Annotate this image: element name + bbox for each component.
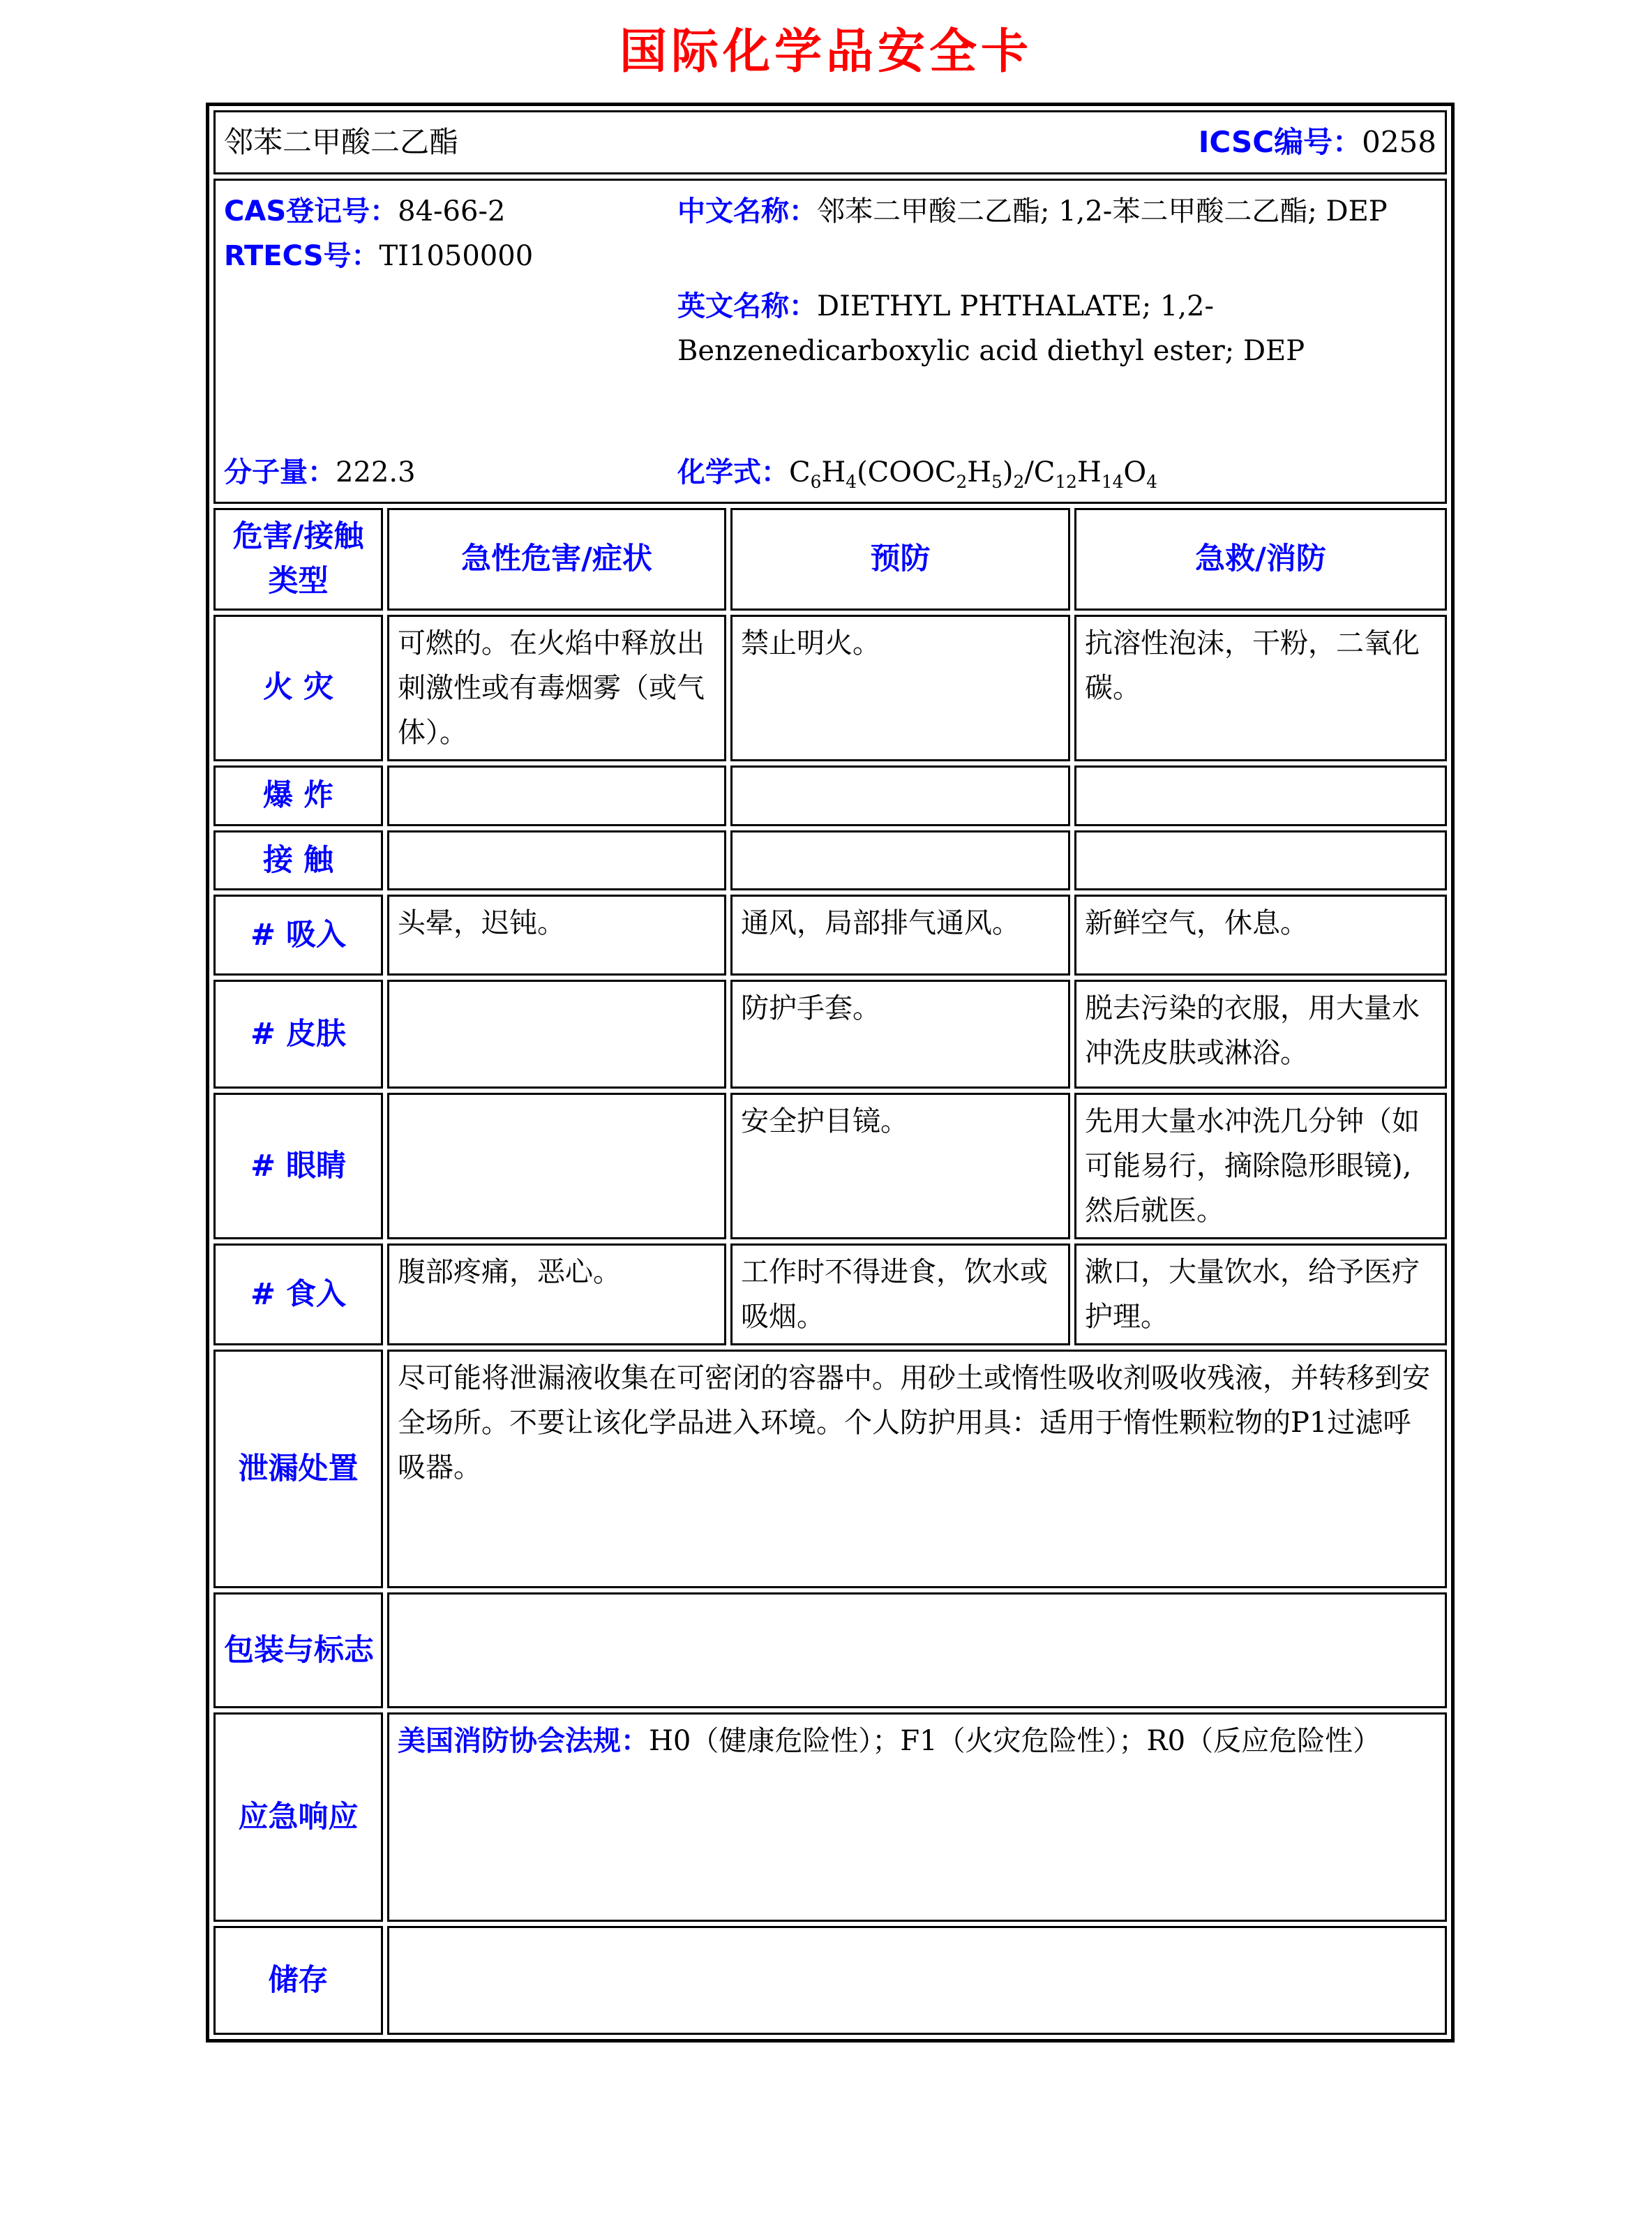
- explosion-symptoms: [387, 766, 726, 826]
- inhalation-prevention: 通风，局部排气通风。: [730, 895, 1070, 976]
- ingestion-prevention: 工作时不得进食，饮水或吸烟。: [730, 1244, 1070, 1345]
- rtecs-label: RTECS号：: [224, 239, 380, 272]
- inhalation-symptoms: 头晕，迟钝。: [387, 895, 726, 976]
- name-row: [213, 110, 1447, 174]
- skin-symptoms: [387, 980, 726, 1089]
- cas-line: [224, 189, 677, 234]
- eyes-label: # 眼睛: [213, 1093, 383, 1239]
- identity-cell: [213, 179, 1447, 504]
- contact-response: [1074, 830, 1447, 891]
- rtecs-line: [224, 234, 677, 278]
- identity-names-column: [677, 189, 1436, 495]
- icsc-number-label: ICSC编号：: [1198, 125, 1362, 160]
- nfpa-label: 美国消防协会法规：: [398, 1725, 649, 1758]
- spill-row: [213, 1350, 1447, 1588]
- formula-value: $C_6H_4(COOC_2H_5)_2/C_{12}H_{14}O_4$: [789, 456, 1157, 492]
- explosion-row: [213, 766, 1447, 826]
- header-symptoms: 急性危害/症状: [387, 508, 726, 611]
- header-response: 急救/消防: [1074, 508, 1447, 611]
- eyes-symptoms: [387, 1093, 726, 1239]
- chemical-name: 邻苯二甲酸二乙酯: [224, 125, 459, 160]
- cas-value: 84-66-2: [398, 195, 506, 227]
- emergency-label: 应急响应: [213, 1712, 383, 1922]
- explosion-response: [1074, 766, 1447, 826]
- eyes-row: [213, 1093, 1447, 1239]
- chinese-name-value: 邻苯二甲酸二乙酯; 1,2-苯二甲酸二乙酯; DEP: [817, 195, 1388, 227]
- storage-text: [387, 1926, 1447, 2035]
- rtecs-value: TI1050000: [379, 239, 534, 272]
- header-prevention: 预防: [730, 508, 1070, 611]
- inhalation-row: [213, 895, 1447, 976]
- eyes-response: 先用大量水冲洗几分钟（如可能易行，摘除隐形眼镜), 然后就医。: [1074, 1093, 1447, 1239]
- chinese-name-line: [677, 189, 1436, 234]
- fire-symptoms: 可燃的。在火焰中释放出刺激性或有毒烟雾（或气体）。: [387, 615, 726, 761]
- icsc-card-table: [206, 103, 1455, 2043]
- identity-ids-column: [224, 189, 677, 495]
- chinese-name-label: 中文名称：: [677, 195, 817, 227]
- icsc-number-value: 0258: [1362, 125, 1436, 160]
- eyes-prevention: 安全护目镜。: [730, 1093, 1070, 1239]
- molecular-weight-label: 分子量：: [224, 456, 336, 488]
- molecular-weight-line: [224, 450, 677, 495]
- ingestion-symptoms: 腹部疼痛，恶心。: [387, 1244, 726, 1345]
- inhalation-response: 新鲜空气，休息。: [1074, 895, 1447, 976]
- skin-label: # 皮肤: [213, 980, 383, 1089]
- english-name-label: 英文名称：: [677, 290, 817, 322]
- inhalation-label: # 吸入: [213, 895, 383, 976]
- english-name-line: [677, 284, 1436, 373]
- ingestion-response: 漱口，大量饮水，给予医疗护理。: [1074, 1244, 1447, 1345]
- fire-label: 火 灾: [213, 615, 383, 761]
- packaging-row: [213, 1592, 1447, 1708]
- nfpa-value: H0（健康危险性）；F1（火灾危险性）；R0（反应危险性）: [649, 1725, 1381, 1758]
- formula-line: [677, 450, 1436, 495]
- hazard-header-row: [213, 508, 1447, 611]
- ingestion-label: # 食入: [213, 1244, 383, 1345]
- contact-prevention: [730, 830, 1070, 891]
- cas-label: CAS登记号：: [224, 195, 398, 227]
- molecular-weight-value: 222.3: [336, 456, 416, 488]
- fire-prevention: 禁止明火。: [730, 615, 1070, 761]
- explosion-label: 爆 炸: [213, 766, 383, 826]
- contact-row: [213, 830, 1447, 891]
- contact-symptoms: [387, 830, 726, 891]
- icsc-number: [1199, 119, 1436, 165]
- storage-label: 储存: [213, 1926, 383, 2035]
- name-cell: [213, 110, 1447, 174]
- packaging-label: 包装与标志: [213, 1592, 383, 1708]
- ingestion-row: [213, 1244, 1447, 1345]
- page-title: 国际化学品安全卡: [619, 24, 1032, 80]
- explosion-prevention: [730, 766, 1070, 826]
- contact-label: 接 触: [213, 830, 383, 891]
- fire-response: 抗溶性泡沫，干粉，二氧化碳。: [1074, 615, 1447, 761]
- formula-label: 化学式：: [677, 456, 789, 488]
- identity-row: [213, 179, 1447, 504]
- emergency-row: [213, 1712, 1447, 1922]
- skin-prevention: 防护手套。: [730, 980, 1070, 1089]
- skin-row: [213, 980, 1447, 1089]
- spill-label: 泄漏处置: [213, 1350, 383, 1588]
- storage-row: [213, 1926, 1447, 2035]
- packaging-text: [387, 1592, 1447, 1708]
- emergency-text: [387, 1712, 1447, 1922]
- header-hazard-type: 危害/接触类型: [213, 508, 383, 611]
- skin-response: 脱去污染的衣服，用大量水冲洗皮肤或淋浴。: [1074, 980, 1447, 1089]
- fire-row: [213, 615, 1447, 761]
- spill-text: 尽可能将泄漏液收集在可密闭的容器中。用砂土或惰性吸收剂吸收残液，并转移到安全场所。不要让该化学品进入环境。个人防护用具：适用于惰性颗粒物的P1过滤呼吸器。: [387, 1350, 1447, 1588]
- english-name-value: DIETHYL PHTHALATE; 1,2-Benzenedicarboxylic acid diethyl ester; DEP: [677, 290, 1305, 367]
